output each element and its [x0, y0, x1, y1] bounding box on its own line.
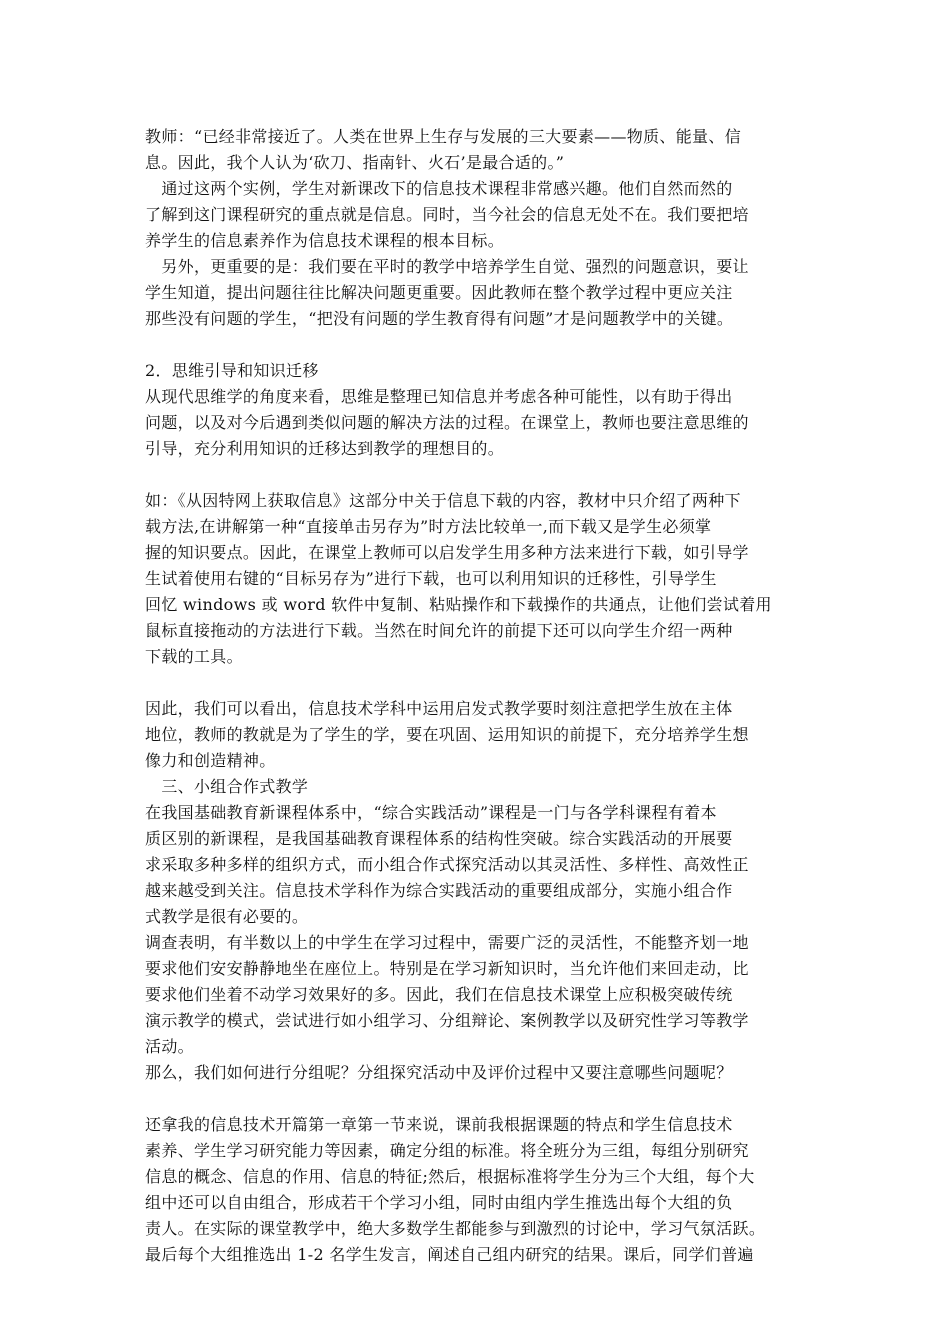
- text-line: 最后每个大组推选出 1-2 名学生发言，阐述自己组内研究的结果。课后，同学们普遍: [145, 1245, 754, 1264]
- text-line: 问题，以及对今后遇到类似问题的解决方法的过程。在课堂上，教师也要注意思维的: [145, 413, 749, 432]
- text-line: 三、小组合作式教学: [145, 777, 309, 796]
- text-line: 组中还可以自由组合，形成若干个学习小组，同时由组内学生推选出每个大组的负: [145, 1193, 733, 1212]
- text-line: 回忆 windows 或 word 软件中复制、粘贴操作和下载操作的共通点，让他们尝试着用: [145, 595, 772, 614]
- text-line: 在我国基础教育新课程体系中，“综合实践活动”课程是一门与各学科课程有着本: [145, 803, 717, 822]
- text-line: 载方法,在讲解第一种“直接单击另存为”时方法比较单一,而下载又是学生必须掌: [145, 517, 712, 536]
- text-line: 要求他们坐着不动学习效果好的多。因此，我们在信息技术课堂上应积极突破传统: [145, 985, 733, 1004]
- blank-line: [145, 462, 825, 488]
- blank-line: [145, 1086, 825, 1112]
- text-line: 那么，我们如何进行分组呢？分组探究活动中及评价过程中又要注意哪些问题呢？: [145, 1063, 733, 1082]
- text-line: 因此，我们可以看出，信息技术学科中运用启发式教学要时刻注意把学生放在主体: [145, 699, 733, 718]
- text-line: 地位，教师的教就是为了学生的学，要在巩固、运用知识的前提下，充分培养学生想: [145, 725, 749, 744]
- text-line: 求采取多种多样的组织方式，而小组合作式探究活动以其灵活性、多样性、高效性正: [145, 855, 749, 874]
- text-line: 生试着使用右键的“目标另存为”进行下载，也可以利用知识的迁移性，引导学生: [145, 569, 717, 588]
- text-line: 2．思维引导和知识迁移: [145, 361, 319, 380]
- text-line: 从现代思维学的角度来看，思维是整理已知信息并考虑各种可能性，以有助于得出: [145, 387, 733, 406]
- text-line: 责人。在实际的课堂教学中，绝大多数学生都能参与到激烈的讨论中，学习气氛活跃。: [145, 1219, 766, 1238]
- text-line: 学生知道，提出问题往往比解决问题更重要。因此教师在整个教学过程中更应关注: [145, 283, 733, 302]
- blank-line: [145, 670, 825, 696]
- text-line: 像力和创造精神。: [145, 751, 276, 770]
- text-line: 养学生的信息素养作为信息技术课程的根本目标。: [145, 231, 505, 250]
- text-line: 另外，更重要的是：我们要在平时的教学中培养学生自觉、强烈的问题意识，要让: [145, 257, 749, 276]
- blank-line: [145, 332, 825, 358]
- text-line: 了解到这门课程研究的重点就是信息。同时，当今社会的信息无处不在。我们要把培: [145, 205, 749, 224]
- text-line: 还拿我的信息技术开篇第一章第一节来说，课前我根据课题的特点和学生信息技术: [145, 1115, 733, 1134]
- text-line: 式教学是很有必要的。: [145, 907, 309, 926]
- text-line: 质区别的新课程，是我国基础教育课程体系的结构性突破。综合实践活动的开展要: [145, 829, 733, 848]
- text-line: 通过这两个实例，学生对新课改下的信息技术课程非常感兴趣。他们自然而然的: [145, 179, 733, 198]
- text-line: 要求他们安安静静地坐在座位上。特别是在学习新知识时，当允许他们来回走动，比: [145, 959, 749, 978]
- text-line: 活动。: [145, 1037, 194, 1056]
- text-line: 调查表明，有半数以上的中学生在学习过程中，需要广泛的灵活性，不能整齐划一地: [145, 933, 749, 952]
- document-body: [145, 124, 825, 1268]
- text-line: 素养、学生学习研究能力等因素，确定分组的标准。将全班分为三组，每组分别研究: [145, 1141, 749, 1160]
- text-line: 如：《从因特网上获取信息》这部分中关于信息下载的内容，教材中只介绍了两种下: [145, 491, 741, 510]
- text-line: 息。因此，我个人认为‘砍刀、指南针、火石’是最合适的。”: [145, 153, 565, 172]
- text-line: 教师：“已经非常接近了。人类在世界上生存与发展的三大要素——物质、能量、信: [145, 127, 742, 146]
- text-line: 引导，充分利用知识的迁移达到教学的理想目的。: [145, 439, 505, 458]
- text-line: 那些没有问题的学生，“把没有问题的学生教育得有问题”才是问题教学中的关键。: [145, 309, 734, 328]
- text-line: 演示教学的模式，尝试进行如小组学习、分组辩论、案例教学以及研究性学习等教学: [145, 1011, 749, 1030]
- text-line: 鼠标直接拖动的方法进行下载。当然在时间允许的前提下还可以向学生介绍一两种: [145, 621, 733, 640]
- text-line: 越来越受到关注。信息技术学科作为综合实践活动的重要组成部分，实施小组合作: [145, 881, 733, 900]
- text-line: 握的知识要点。因此，在课堂上教师可以启发学生用多种方法来进行下载，如引导学: [145, 543, 749, 562]
- text-line: 信息的概念、信息的作用、信息的特征;然后，根据标准将学生分为三个大组，每个大: [145, 1167, 755, 1186]
- text-line: 下载的工具。: [145, 647, 243, 666]
